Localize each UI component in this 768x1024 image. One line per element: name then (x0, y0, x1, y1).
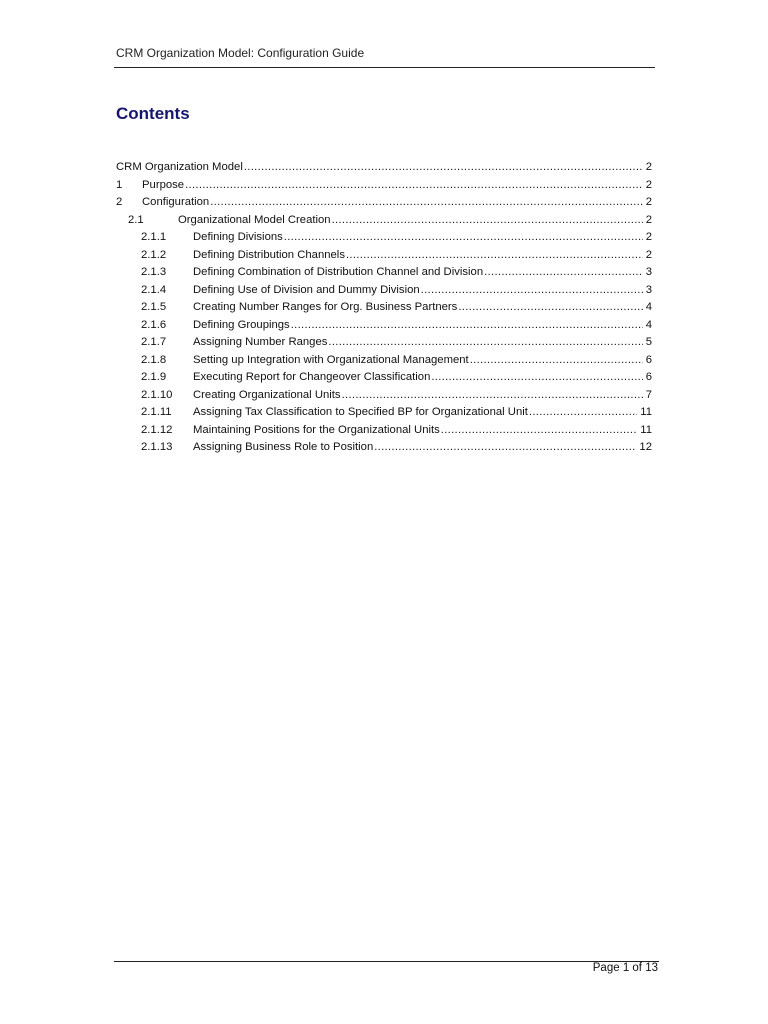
toc-leader-dots (484, 264, 643, 282)
header-divider (114, 67, 655, 68)
toc-entry-page: 2 (645, 213, 652, 226)
toc-entry[interactable] (116, 352, 652, 370)
toc-entry-label: Creating Number Ranges for Org. Business Partners (193, 301, 458, 313)
toc-entry-label: Defining Combination of Distribution Channel and Division (193, 266, 484, 278)
contents-heading: Contents (116, 104, 190, 123)
toc-entry[interactable] (116, 317, 652, 335)
page-number: Page 1 of 13 (592, 962, 658, 974)
toc-entry[interactable] (116, 369, 652, 387)
toc-entry[interactable] (116, 194, 652, 212)
toc-entry-label: Organizational Model Creation (178, 213, 331, 226)
toc-entry-label: Executing Report for Changeover Classification (193, 371, 431, 383)
toc-entry-label: Assigning Number Ranges (193, 336, 328, 348)
toc-entry-page: 2 (645, 161, 652, 173)
toc-entry-page: 4 (645, 301, 652, 313)
toc-entry-number: 1 (116, 178, 123, 191)
toc-entry-page: 3 (645, 283, 652, 296)
toc-entry-label: Defining Groupings (193, 318, 290, 331)
toc-entry[interactable] (116, 177, 652, 195)
toc-leader-dots (328, 334, 642, 352)
toc-leader-dots (244, 159, 643, 177)
toc-entry-page: 2 (645, 248, 652, 261)
toc-entry[interactable] (116, 299, 652, 317)
toc-entry-number: 2.1.3 (141, 266, 167, 278)
toc-entry-label: Configuration (142, 196, 210, 208)
toc-leader-dots (374, 439, 636, 457)
toc-entry[interactable] (116, 264, 652, 282)
toc-entry-page: 11 (640, 423, 652, 436)
toc-entry-page: 2 (645, 178, 652, 191)
toc-entry-number: 2.1.12 (141, 423, 173, 436)
toc-entry-label: Assigning Business Role to Position (193, 441, 374, 453)
toc-entry[interactable] (116, 282, 652, 300)
toc-entry-number: 2.1.4 (141, 283, 167, 296)
toc-entry[interactable] (116, 212, 652, 230)
toc-entry-number: 2.1.9 (141, 371, 167, 383)
toc-entry-label: Defining Distribution Channels (193, 248, 345, 261)
toc-entry-label: CRM Organization Model (116, 161, 243, 173)
toc-entry[interactable] (116, 247, 652, 265)
toc-entry-label: Assigning Tax Classification to Specified BP for Organizational Unit (193, 406, 528, 418)
toc-entry-number: 2.1.8 (141, 353, 167, 366)
toc-entry-label: Defining Divisions (193, 231, 283, 243)
footer-divider (114, 961, 659, 962)
toc-entry-number: 2.1.11 (141, 406, 172, 418)
toc-entry-label: Creating Organizational Units (193, 388, 341, 401)
toc-leader-dots (210, 194, 643, 212)
running-header-title: CRM Organization Model: Configuration Guide (116, 46, 365, 60)
toc-leader-dots (421, 282, 643, 300)
toc-leader-dots (431, 369, 642, 387)
toc-entry-page: 11 (640, 406, 652, 418)
toc-entry-label: Setting up Integration with Organizational Management (193, 353, 469, 366)
toc-leader-dots (342, 387, 643, 405)
toc-entry-number: 2.1.2 (141, 248, 167, 261)
toc-entry-number: 2.1.5 (141, 301, 167, 313)
toc-entry-page: 2 (645, 231, 652, 243)
toc-entry[interactable] (116, 229, 652, 247)
toc-leader-dots (441, 422, 637, 440)
toc-entry[interactable] (116, 387, 652, 405)
toc-entry[interactable] (116, 422, 652, 440)
toc-leader-dots (291, 317, 643, 335)
toc-leader-dots (185, 177, 643, 195)
toc-entry-number: 2.1.10 (141, 388, 173, 401)
toc-entry-page: 6 (645, 371, 652, 383)
toc-entry-page: 2 (645, 196, 652, 208)
toc-entry-page: 12 (639, 441, 652, 453)
toc-entry-page: 7 (645, 388, 652, 401)
toc-entry-page: 4 (645, 318, 652, 331)
toc-leader-dots (332, 212, 643, 230)
toc-entry-number: 2.1.7 (141, 336, 167, 348)
toc-entry-page: 5 (645, 336, 652, 348)
toc-entry-number: 2 (116, 196, 123, 208)
table-of-contents (116, 159, 652, 457)
toc-entry-number: 2.1.6 (141, 318, 167, 331)
toc-leader-dots (470, 352, 643, 370)
toc-leader-dots (284, 229, 643, 247)
toc-entry-number: 2.1.13 (141, 441, 173, 453)
toc-entry[interactable] (116, 404, 652, 422)
toc-entry-label: Purpose (142, 178, 185, 191)
toc-entry[interactable] (116, 439, 652, 457)
toc-entry-label: Defining Use of Division and Dummy Division (193, 283, 420, 296)
toc-entry-label: Maintaining Positions for the Organizational Units (193, 423, 440, 436)
toc-entry[interactable] (116, 334, 652, 352)
toc-entry-number: 2.1.1 (141, 231, 167, 243)
toc-entry-page: 3 (645, 266, 652, 278)
toc-entry-number: 2.1 (128, 213, 144, 226)
toc-entry-page: 6 (645, 353, 652, 366)
toc-leader-dots (529, 404, 637, 422)
toc-leader-dots (458, 299, 642, 317)
toc-leader-dots (346, 247, 643, 265)
toc-entry[interactable] (116, 159, 652, 177)
